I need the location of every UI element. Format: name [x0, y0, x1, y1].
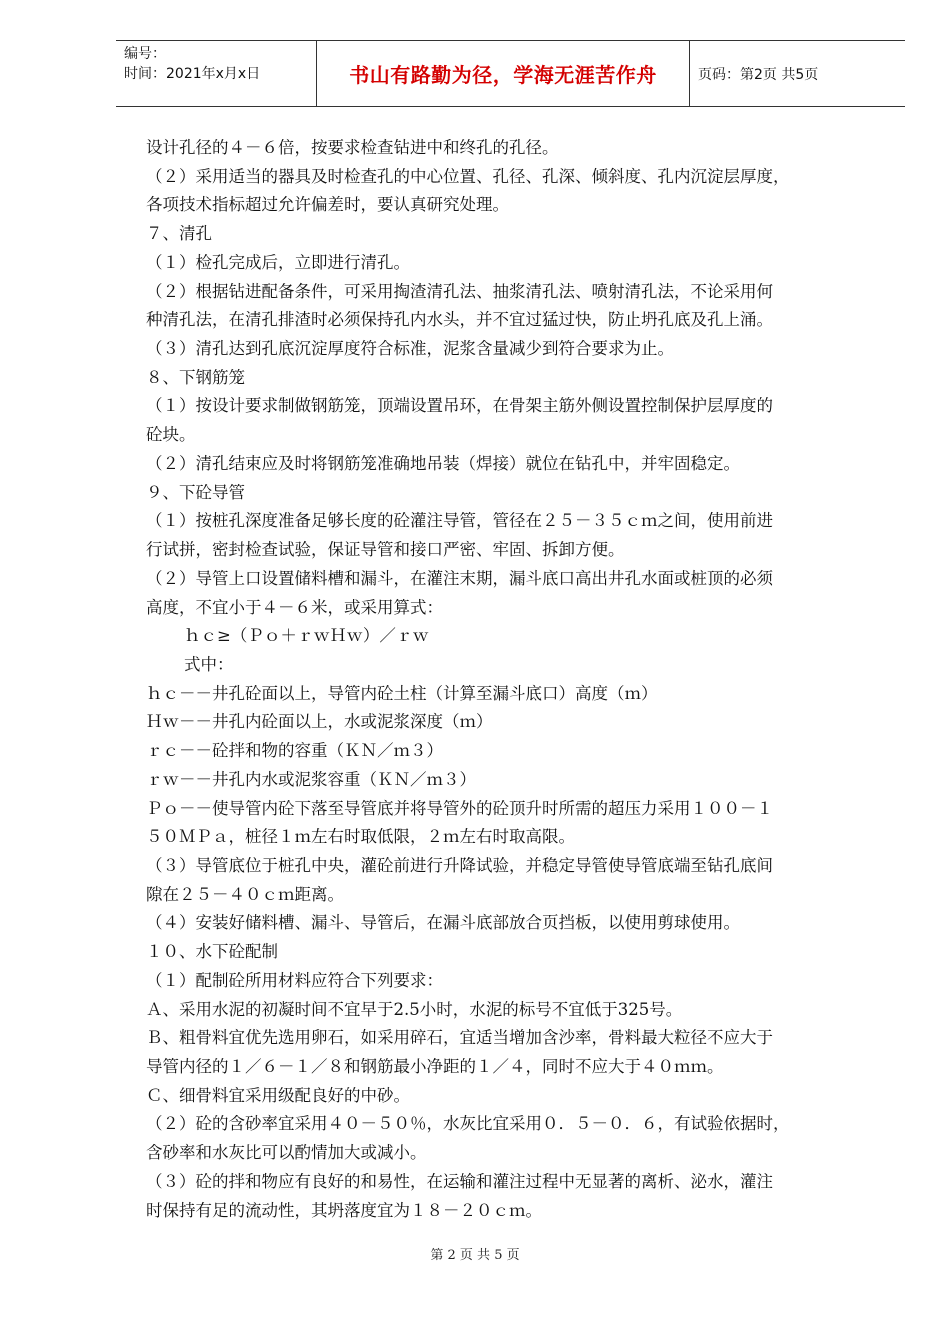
page-header	[116, 40, 905, 107]
document-time-label: 时间：2021年x月x日	[124, 66, 261, 82]
body-text-line: ８、下钢筋笼	[146, 367, 245, 387]
body-text-line: 各项技术指标超过允许偏差时，要认真研究处理。	[146, 195, 509, 215]
body-text-line: 砼块。	[146, 425, 196, 445]
body-text-line: ９、下砼导管	[146, 482, 245, 502]
body-text-line: ７、清孔	[146, 224, 212, 244]
body-text-line: ｈｃ－－井孔砼面以上，导管内砼土柱（计算至漏斗底口）高度（ｍ）	[146, 683, 658, 703]
body-text-line: ５０ＭＰａ，桩径１ｍ左右时取低限，２ｍ左右时取高限。	[146, 827, 575, 847]
body-text-line: （２）砼的含砂率宜采用４０－５０％，水灰比宜采用０．５－０．６，有试验依据时，	[146, 1114, 790, 1134]
header-motto-cell	[316, 41, 690, 106]
body-text-line: （３）砼的拌和物应有良好的和易性，在运输和灌注过程中无显著的离析、泌水，灌注	[146, 1171, 773, 1191]
body-text-line: （３）清孔达到孔底沉淀厚度符合标准，泥浆含量减少到符合要求为止。	[146, 339, 674, 359]
body-text-line: （１）配制砼所用材料应符合下列要求：	[146, 970, 443, 990]
body-text-line: （１）检孔完成后，立即进行清孔。	[146, 252, 410, 272]
body-text-line: 种清孔法，在清孔排渣时必须保持孔内水头，并不宜过猛过快，防止坍孔底及孔上涌。	[146, 310, 773, 330]
footer-page-number: 第 2 页 共 5 页	[430, 1248, 520, 1263]
body-text-line: （２）采用适当的器具及时检查孔的中心位置、孔径、孔深、倾斜度、孔内沉淀层厚度，	[146, 166, 790, 186]
header-page-label: 页码：第2页 共5页	[698, 66, 819, 83]
body-text-line: ｒｗ－－井孔内水或泥浆容重（ＫＮ／ｍ３）	[146, 769, 476, 789]
body-text-line: 导管内径的１／６－１／８和钢筋最小净距的１／４，同时不应大于４０ｍｍ。	[146, 1057, 724, 1076]
body-text-line: （１）按设计要求制做钢筋笼，顶端设置吊环，在骨架主筋外侧设置控制保护层厚度的	[146, 396, 773, 416]
body-text-line: （４）安装好储料槽、漏斗、导管后，在漏斗底部放合页挡板，以使用剪球使用。	[146, 913, 740, 933]
header-page-cell	[690, 41, 905, 106]
body-text-line: Ｈｗ－－井孔内砼面以上，水或泥浆深度（ｍ）	[146, 712, 493, 732]
body-text-line: 式中：	[184, 654, 234, 674]
body-text-line: （２）根据钻进配备条件，可采用掏渣清孔法、抽浆清孔法、喷射清孔法，不论采用何	[146, 281, 773, 301]
body-text-line: （１）按桩孔深度准备足够长度的砼灌注导管，管径在２５－３５ｃｍ之间，使用前进	[146, 511, 773, 531]
body-text-line: 时保持有足的流动性，其坍落度宜为１８－２０ｃｍ。	[146, 1200, 542, 1220]
body-text-line: Ｃ、细骨料宜采用级配良好的中砂。	[146, 1085, 410, 1105]
document-number-label: 编号：	[124, 46, 166, 62]
body-text-line: Ａ、采用水泥的初凝时间不宜早于2.5小时，水泥的标号不宜低于325号。	[146, 999, 683, 1019]
body-text-line: 含砂率和水灰比可以酌情加大或减小。	[146, 1143, 427, 1163]
body-text-line: Ｐｏ－－使导管内砼下落至导管底并将导管外的砼顶升时所需的超压力采用１００－１	[146, 798, 773, 818]
body-text-line: ｈｃ≥（Ｐｏ＋ｒｗＨｗ）／ｒｗ	[184, 626, 429, 646]
body-text-line: 高度，不宜小于４－６米，或采用算式：	[146, 597, 443, 617]
header-meta	[116, 41, 316, 106]
header-motto: 书山有路勤为径，学海无涯苦作舟	[349, 63, 657, 87]
page-footer	[0, 1244, 950, 1263]
document-body	[146, 134, 886, 1225]
body-text-line: 行试拼，密封检查试验，保证导管和接口严密、牢固、拆卸方便。	[146, 540, 625, 560]
body-text-line: （２）清孔结束应及时将钢筋笼准确地吊装（焊接）就位在钻孔中，并牢固稳定。	[146, 453, 740, 473]
body-text-line: ｒｃ－－砼拌和物的容重（ＫＮ／ｍ３）	[146, 741, 443, 761]
body-text-line: １０、水下砼配制	[146, 942, 278, 962]
body-text-line: （２）导管上口设置储料槽和漏斗，在灌注末期，漏斗底口高出井孔水面或桩顶的必须	[146, 568, 773, 588]
body-text-line: Ｂ、粗骨料宜优先选用卵石，如采用碎石，宜适当增加含沙率，骨料最大粒径不应大于	[146, 1028, 773, 1048]
body-text-line: 隙在２５－４０ｃｍ距离。	[146, 884, 344, 904]
body-text-line: 设计孔径的４－６倍，按要求检查钻进中和终孔的孔径。	[146, 138, 559, 157]
body-text-line: （３）导管底位于桩孔中央，灌砼前进行升降试验，并稳定导管使导管底端至钻孔底间	[146, 855, 773, 875]
